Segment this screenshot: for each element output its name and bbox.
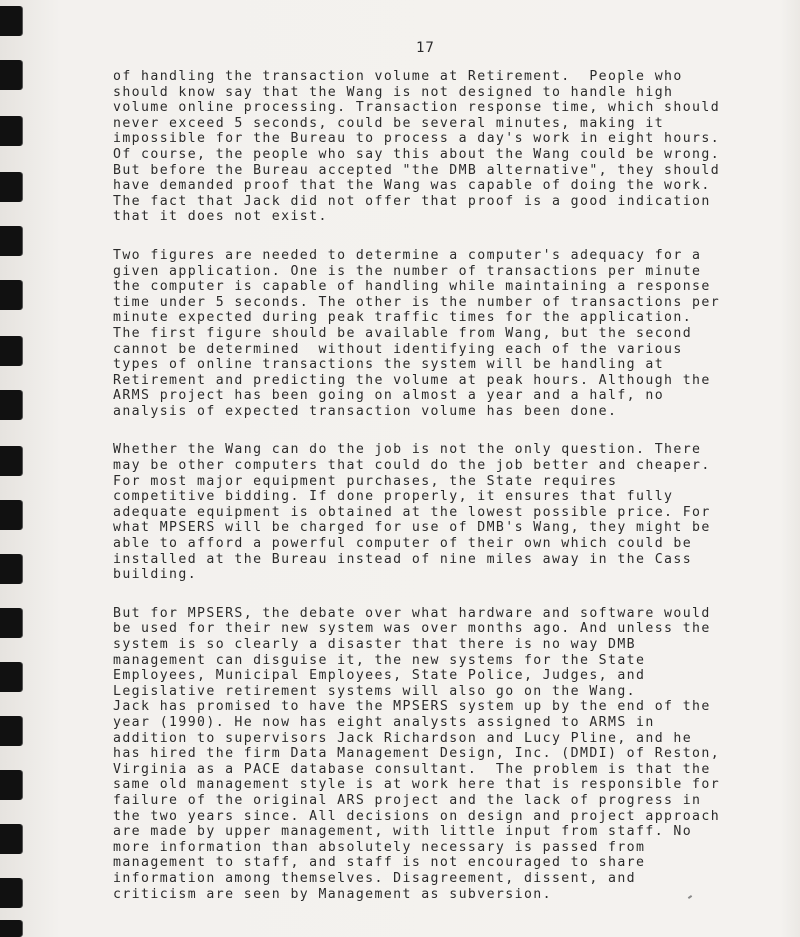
text-line: The first figure should be available from Wang, but the second [113,325,693,341]
binding-hole [0,662,22,692]
text-line: Whether the Wang can do the job is not the only question. There [113,442,702,458]
text-line: Legislative retirement systems will also go on the Wang. [113,683,637,699]
text-line: information among themselves. Disagreement, dissent, and [113,870,637,886]
body-text [113,69,753,925]
binding-hole [0,390,22,420]
text-line: minute expected during peak traffic times for the application. [113,310,693,326]
text-line: Two figures are needed to determine a computer's adequacy for a [113,247,702,263]
binding-hole [0,716,22,746]
text-line: analysis of expected transaction volume has been done. [113,403,618,419]
text-line: what MPSERS will be charged for use of DMB's Wang, they might be [113,520,711,536]
binding-hole [0,824,22,854]
text-line: impossible for the Bureau to process a day's work in eight hours. [113,131,721,147]
text-line: that it does not exist. [113,209,328,225]
text-line: cannot be determined without identifying each of the various [113,341,683,357]
text-line: be used for their new system was over months ago. And unless the [113,621,711,637]
text-line: have demanded proof that the Wang was capable of doing the work. [113,178,711,194]
text-line: able to afford a powerful computer of their own which could be [113,536,693,552]
text-line: more information than absolutely necessary is passed from [113,839,646,855]
binding-hole [0,226,22,256]
binding-hole [0,608,22,638]
text-line: time under 5 seconds. The other is the number of transactions per [113,294,721,310]
text-line: Virginia as a PACE database consultant. The problem is that the [113,761,711,777]
text-line: never exceed 5 seconds, could be several minutes, making it [113,115,665,131]
binding-hole [0,60,22,90]
text-line: should know say that the Wang is not designed to handle high [113,84,674,100]
text-line: given application. One is the number of transactions per minute [113,263,702,279]
binding-hole [0,336,22,366]
paragraph [113,606,753,902]
binding-hole [0,554,22,584]
text-line: of handling the transaction volume at Retirement. People who [113,69,683,84]
text-line: installed at the Bureau instead of nine miles away in the Cass [113,551,693,567]
binding-hole [0,770,22,800]
text-line: may be other computers that could do the job better and cheaper. [113,458,711,474]
text-line: competitive bidding. If done properly, it ensures that fully [113,489,674,505]
binding-hole [0,116,22,146]
binding-hole [0,446,22,476]
paragraph [113,248,753,420]
text-line: ARMS project has been going on almost a year and a half, no [113,388,665,404]
text-line: But for MPSERS, the debate over what hardware and software would [113,605,711,621]
text-line: types of online transactions the system will be handling at [113,357,665,373]
binding-hole [0,878,22,908]
text-line: failure of the original ARS project and the lack of progress in [113,792,702,808]
text-line: For most major equipment purchases, the State requires [113,473,618,489]
binding-hole [0,172,22,202]
text-line: management can disguise it, the new systems for the State [113,652,646,668]
text-line: Of course, the people who say this about the Wang could be wrong. [113,146,721,162]
text-line: building. [113,567,198,583]
text-line: addition to supervisors Jack Richardson and Lucy Pline, and he [113,730,693,746]
text-line: has hired the firm Data Management Design, Inc. (DMDI) of Reston, [113,746,721,762]
text-line: But before the Bureau accepted "the DMB alternative", they should [113,162,721,178]
text-line: adequate equipment is obtained at the lowest possible price. For [113,504,711,520]
page-number: 17 [416,40,435,56]
binding-hole [0,920,22,937]
paragraph [113,442,753,582]
text-line: volume online processing. Transaction response time, which should [113,100,721,116]
text-line: system is so clearly a disaster that there is no way DMB [113,637,637,652]
text-line: same old management style is at work here that is responsible for [113,777,721,793]
binding-hole [0,280,22,310]
binding-hole [0,500,22,530]
paragraph [113,69,753,225]
text-line: criticism are seen by Management as subversion. [113,886,552,902]
text-line: the computer is capable of handling while maintaining a response [113,279,711,295]
spiral-binding [0,0,30,937]
text-line: Jack has promised to have the MPSERS system up by the end of the [113,699,711,715]
text-line: Employees, Municipal Employees, State Police, Judges, and [113,668,646,684]
text-line: are made by upper management, with little input from staff. No [113,824,693,840]
binding-hole [0,6,22,36]
text-line: Retirement and predicting the volume at peak hours. Although the [113,372,711,388]
text-line: year (1990). He now has eight analysts assigned to ARMS in [113,714,655,730]
text-line: The fact that Jack did not offer that proof is a good indication [113,193,711,209]
text-line: management to staff, and staff is not encouraged to share [113,855,646,871]
text-line: the two years since. All decisions on design and project approach [113,808,721,824]
